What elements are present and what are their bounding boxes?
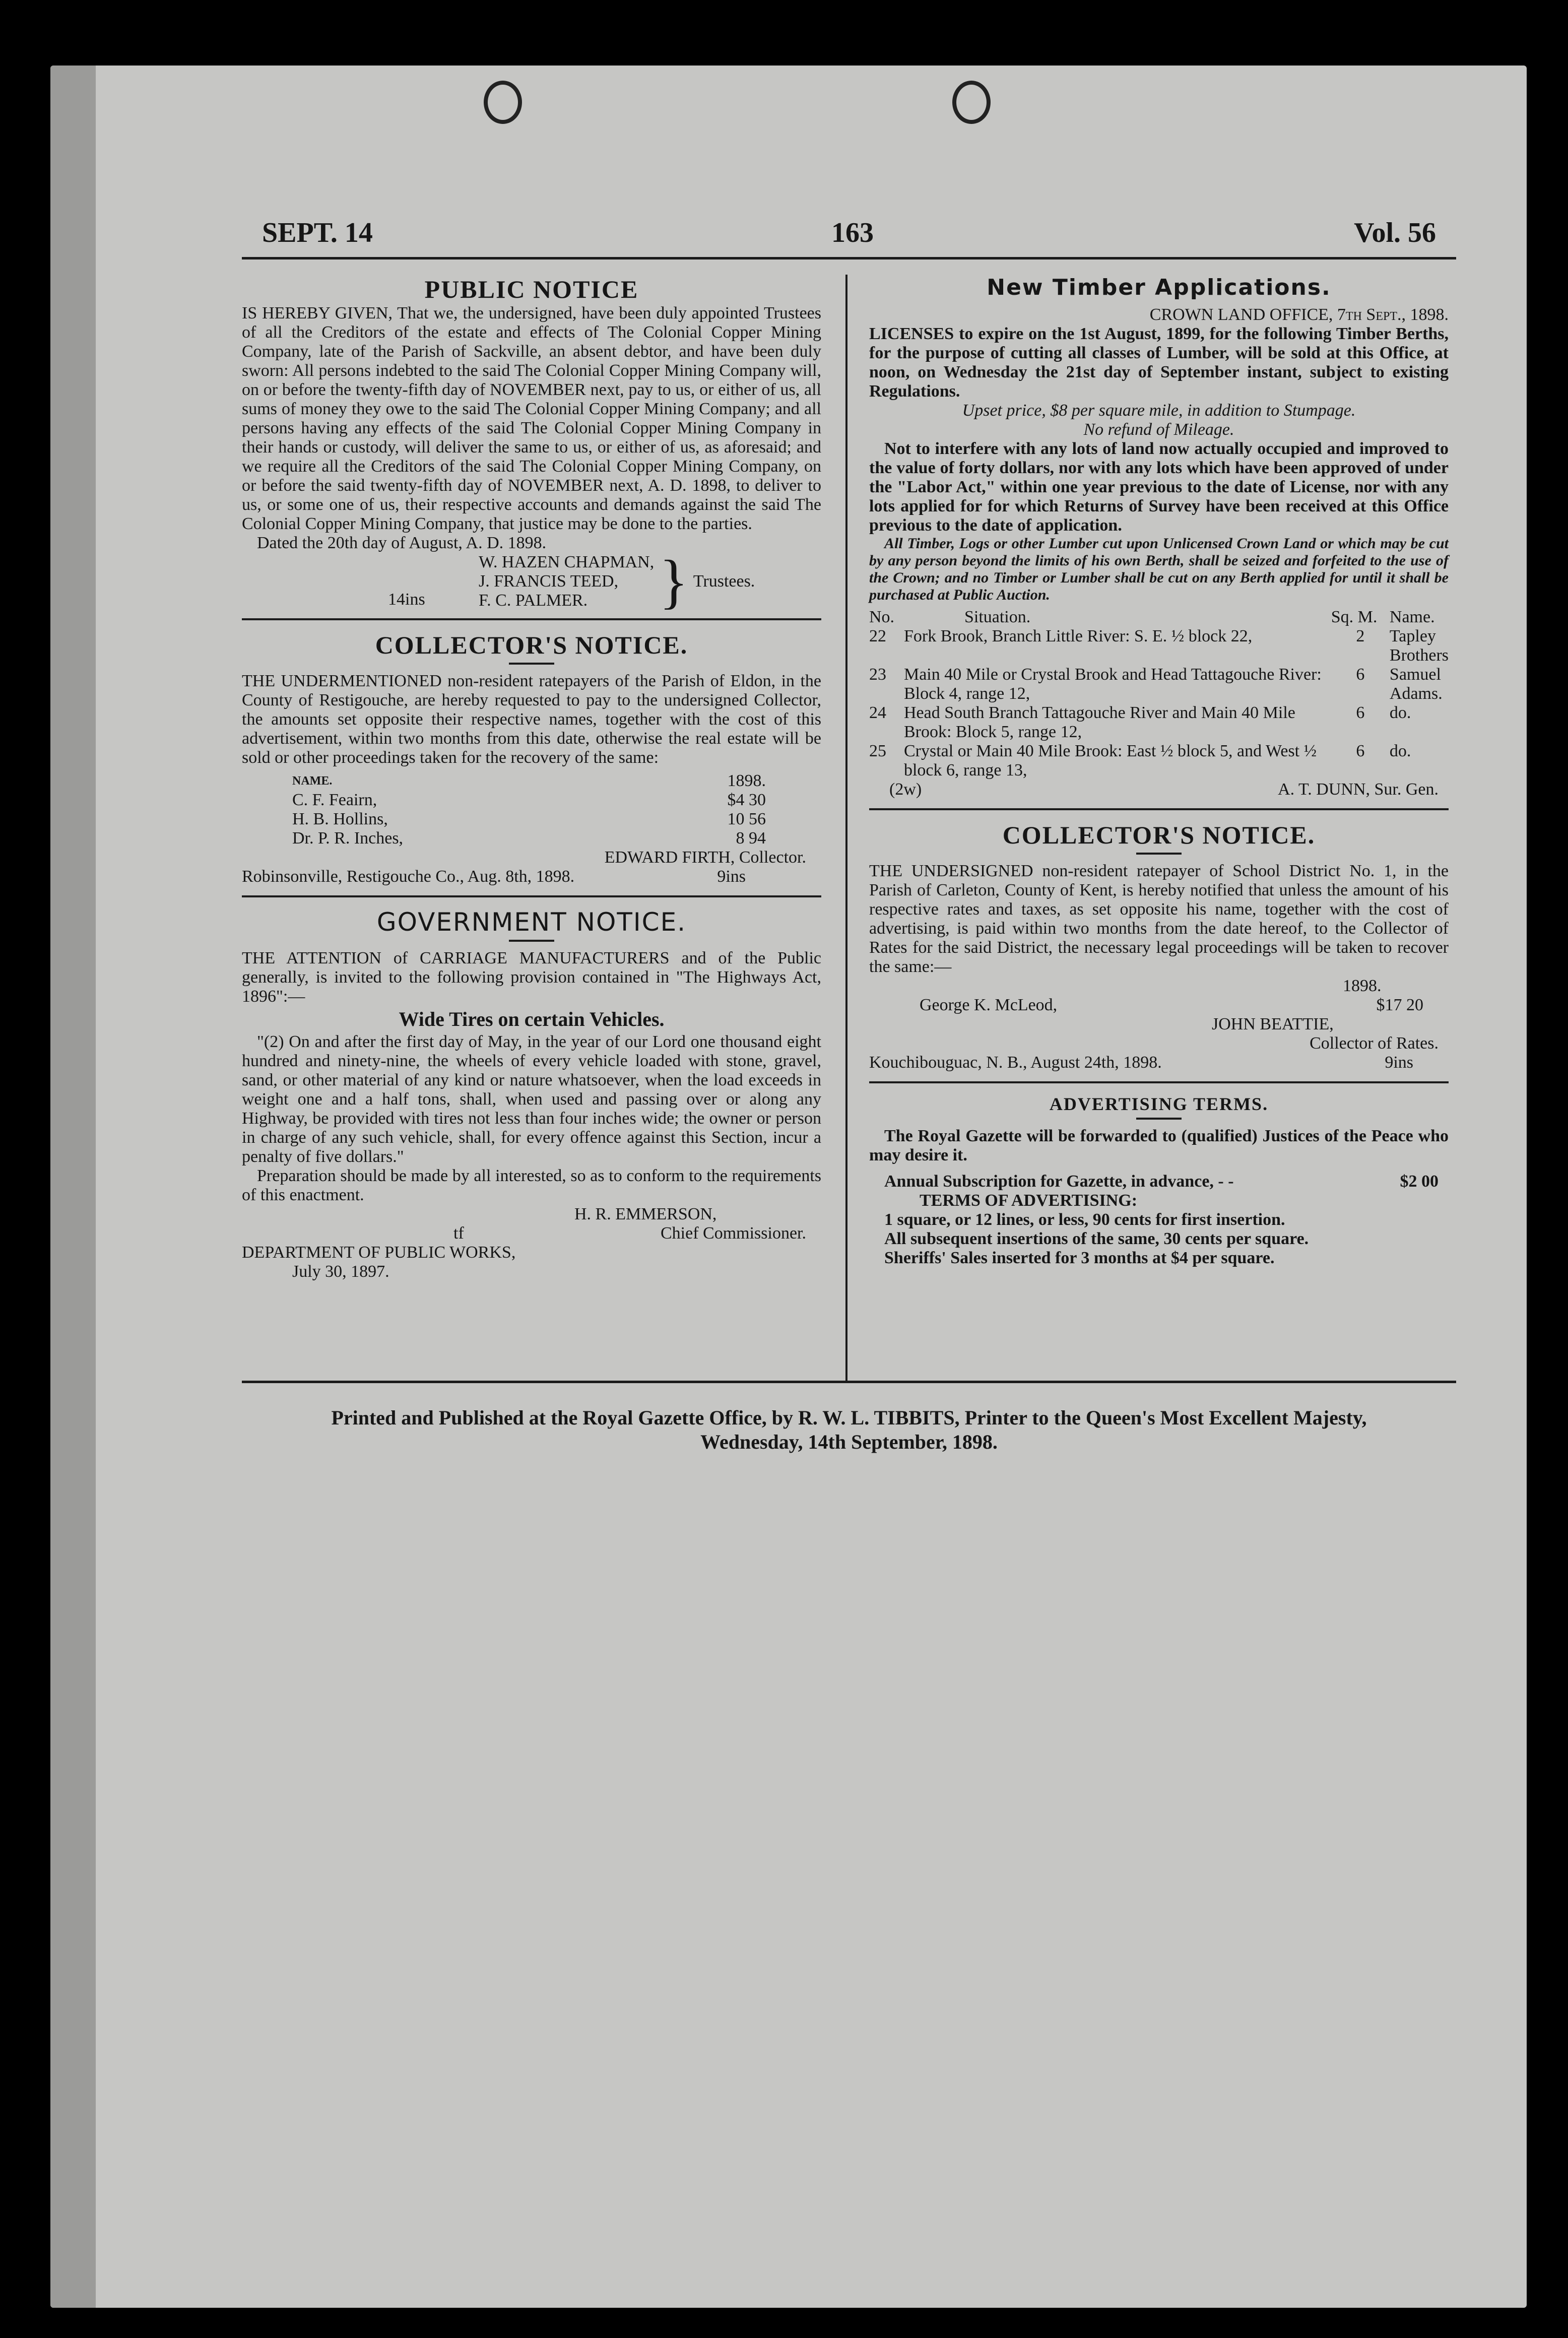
table-row (869, 627, 1449, 665)
berth-no: 22 (869, 627, 886, 645)
bottom-rule (242, 1381, 1456, 1383)
ratepayer-amount: 10 56 (727, 810, 766, 828)
trustee-name: W. HAZEN CHAPMAN, (479, 553, 655, 571)
header-rule (242, 257, 1456, 259)
section-rule (242, 895, 821, 897)
table-header-row (869, 608, 1449, 627)
subscription-row (884, 1172, 1439, 1191)
timber-body: LICENSES to expire on the 1st August, 1899, for the following Timber Berths, for the purpose of cutting all classes of Lumber, will be sold at this Office, at noon, on Wednesday the 21st day of September instant, subject to existing Regulations. (869, 324, 1449, 401)
header-page-number: 163 (831, 217, 874, 248)
binding-hole-right (952, 81, 991, 124)
table-row (292, 829, 766, 848)
berth-name: do. (1389, 742, 1411, 760)
terms-line: All subsequent insertions of the same, 30 cents per square. (884, 1229, 1309, 1248)
short-rule (1136, 1118, 1182, 1120)
commissioner-name: H. R. EMMERSON, (574, 1205, 717, 1223)
page-spine (50, 66, 96, 2308)
government-notice-title: GOVERNMENT NOTICE. (376, 907, 687, 937)
berth-no: 24 (869, 703, 886, 722)
collectors-notice-body: THE UNDERMENTIONED non-resident ratepayers of the Parish of Eldon, in the County of Restigouche, are hereby requested to pay to the undersigned Collector, the amounts set opposite their respective names, together with the cost of this advertisement, within two months from this date, otherwise the real estate will be sold or other proceedings taken for the recovery of the same: (242, 672, 821, 767)
collectors-notice-title-right: COLLECTOR'S NOTICE. (1002, 821, 1316, 849)
imprint-date: Wednesday, 14th September, 1898. (700, 1431, 998, 1453)
section-rule (869, 1081, 1449, 1083)
government-notice-intro: THE ATTENTION of CARRIAGE MANUFACTURERS and of the Public generally, is invited to the following provision contained in "The Highways Act, 1896":— (242, 949, 821, 1006)
gazette-page (50, 66, 1527, 2308)
berth-sqm: 6 (1356, 665, 1365, 684)
advertising-title: ADVERTISING TERMS. (1049, 1094, 1269, 1114)
ratepayer-name: C. F. Feairn, (292, 791, 377, 809)
berth-situation: Head South Branch Tattagouche River and Main 40 Mile Brook: Block 5, range 12, (903, 703, 1295, 741)
header-name: Name. (1389, 608, 1435, 626)
subscription-label: Annual Subscription for Gazette, in advance, - - (884, 1172, 1234, 1191)
berth-sqm: 6 (1356, 703, 1365, 722)
collector-title-right: Collector of Rates. (1310, 1034, 1439, 1053)
imprint-footer (242, 1406, 1456, 1454)
public-notice-title: PUBLIC NOTICE (424, 275, 639, 303)
no-refund: No refund of Mileage. (1083, 420, 1234, 439)
short-rule (509, 663, 554, 665)
collector-signature: EDWARD FIRTH, Collector. (604, 848, 806, 867)
binding-hole-left (484, 81, 522, 124)
berth-sqm: 6 (1356, 742, 1365, 760)
terms-label: TERMS OF ADVERTISING: (920, 1191, 1138, 1210)
table-row (869, 665, 1449, 703)
department-name: DEPARTMENT OF PUBLIC WORKS, (242, 1243, 516, 1262)
till-forbid-mark: tf (453, 1224, 464, 1243)
surveyor-signature: A. T. DUNN, Sur. Gen. (1278, 780, 1439, 799)
right-column (869, 275, 1449, 1268)
berth-name: Samuel Adams. (1389, 665, 1443, 703)
table-row (869, 703, 1449, 742)
terms-line: Sheriffs' Sales inserted for 3 months at $4 per square. (884, 1249, 1275, 1267)
advertising-body: The Royal Gazette will be forwarded to (qualified) Justices of the Peace who may desire it. (869, 1127, 1449, 1164)
preparation-note: Preparation should be made by all interested, so as to conform to the requirements of this enactment. (242, 1166, 821, 1204)
header-situation: Situation. (964, 608, 1031, 626)
short-rule (509, 940, 554, 942)
header-date: SEPT. 14 (262, 217, 373, 248)
brace-glyph: } (659, 548, 688, 615)
imprint-line: Printed and Published at the Royal Gazette Office, by R. W. L. TIBBITS, Printer to the Queen's Most Excellent Majesty, (331, 1406, 1367, 1429)
table-header (292, 771, 766, 791)
collectors-notice-title: COLLECTOR'S NOTICE. (375, 631, 688, 659)
header-no: No. (869, 608, 895, 626)
column-divider (845, 275, 847, 1381)
wide-tires-subtitle: Wide Tires on certain Vehicles. (399, 1008, 665, 1030)
public-notice-dated: Dated the 20th day of August, A. D. 1898. (257, 534, 547, 552)
berth-situation: Main 40 Mile or Crystal Brook and Head Tattagouche River: Block 4, range 12, (903, 665, 1322, 703)
ratepayer-amount: 8 94 (736, 829, 766, 848)
collector-place-row (242, 867, 746, 886)
timber-berths-table (869, 608, 1449, 780)
table-row (869, 742, 1449, 780)
berth-sqm: 2 (1356, 627, 1365, 645)
interfere-notice: Not to interfere with any lots of land now actually occupied and improved to the value of forty dollars, nor with any lots which have been approved of under the "Labor Act," within one year previous to the date of License, nor with any lots applied for for which Returns of Survey have been received at this Office previous to the date of application. (869, 439, 1449, 535)
timber-title: New Timber Applications. (987, 275, 1331, 300)
insertion-count: 9ins (717, 867, 746, 886)
insertion-count: 14ins (388, 590, 425, 609)
subscription-price: $2 00 (1400, 1172, 1439, 1191)
commissioner-title: Chief Commissioner. (661, 1224, 806, 1243)
year-header-right: 1898. (1343, 977, 1382, 995)
insertion-count: (2w) (889, 780, 922, 799)
department-date: July 30, 1897. (292, 1262, 389, 1281)
highways-act-quote: "(2) On and after the first day of May, in the year of our Lord one thousand eight hundred and ninety-nine, the wheels of every vehicle loaded with stone, gravel, sand, or other material of any kind or nature whatsoever, when the load exceeds in weight one and a half tons, shall, when used and passing over or along any Highway, be provided with tires not less than four inches wide; the owner or person in charge of any such vehicle, shall, for every offence against this Section, incur a penalty of five dollars." (242, 1032, 821, 1166)
terms-line: 1 square, or 12 lines, or less, 90 cents for first insertion. (884, 1210, 1285, 1229)
ratepayer-name: Dr. P. R. Inches, (292, 829, 404, 848)
ratepayer-name: H. B. Hollins, (292, 810, 388, 828)
public-notice-body: IS HEREBY GIVEN, That we, the undersigned, have been duly appointed Trustees of all the Creditors of the estate and effects of The Colonial Copper Mining Company, late of the Parish of Sackville, an absent debtor, and have been duly sworn: All persons indebted to the said The Colonial Copper Mining Company will, on or before the twenty-fifth day of NOVEMBER next, pay to us, or either of us, all sums of money they owe to the said The Colonial Copper Mining Company; and all persons having any effects of the said The Colonial Copper Mining Company in their hands or custody, will deliver the same to us, or either of us, as aforesaid; and we require all the Creditors of the said The Colonial Copper Mining Company, on or before the said twenty-fifth day of NOVEMBER next, A. D. 1898, to deliver to us, or some one of us, their respective accounts and demands against the said The Colonial Copper Mining Company, that justice may be done to the parties. (242, 304, 821, 533)
commissioner-row (453, 1224, 806, 1243)
header-volume: Vol. 56 (1354, 217, 1436, 248)
crown-land-office-line: CROWN LAND OFFICE, 7th Sept., 1898. (1149, 305, 1449, 324)
collector-name-right: JOHN BEATTIE, (1212, 1015, 1334, 1033)
header-sqm: Sq. M. (1331, 608, 1378, 626)
page-content (242, 217, 1456, 1456)
trustees-label: Trustees. (693, 572, 755, 591)
table-row (920, 996, 1423, 1015)
collector-place: Robinsonville, Restigouche Co., Aug. 8th, 1898. (242, 867, 575, 886)
trustee-name: F. C. PALMER. (479, 591, 588, 610)
table-row (292, 810, 766, 829)
berth-name: Tapley Brothers (1389, 627, 1449, 665)
table-row (292, 791, 766, 810)
ratepayer-amount: $17 20 (1376, 996, 1423, 1014)
collector-place-right: Kouchibouguac, N. B., August 24th, 1898. (869, 1053, 1162, 1072)
ratepayer-table (292, 771, 766, 848)
berth-name: do. (1389, 703, 1411, 722)
left-column (242, 275, 821, 1281)
upset-price: Upset price, $8 per square mile, in addition to Stumpage. (962, 401, 1356, 420)
collector-place-row (869, 1053, 1413, 1072)
section-rule (869, 808, 1449, 810)
trustee-name: J. FRANCIS TEED, (479, 572, 619, 591)
berth-situation: Fork Brook, Branch Little River: S. E. ½ block 22, (903, 627, 1253, 645)
name-column-header: NAME. (292, 774, 333, 788)
timber-signature-row (869, 780, 1449, 799)
berth-no: 23 (869, 665, 886, 684)
ratepayer-name: George K. McLeod, (920, 996, 1058, 1014)
timber-warning: All Timber, Logs or other Lumber cut upon Unlicensed Crown Land or which may be cut by any person beyond the limits of his own Berth, shall be seized and forfeited to the use of the Crown; and no Timber or Lumber shall be cut on any Berth applied for until it shall be purchased at Public Auction. (869, 535, 1449, 603)
insertion-count: 9ins (1385, 1053, 1413, 1072)
berth-situation: Crystal or Main 40 Mile Brook: East ½ block 5, and West ½ block 6, range 13, (903, 742, 1317, 780)
year-column-header: 1898. (727, 771, 766, 790)
ratepayer-amount: $4 30 (727, 791, 766, 809)
berth-no: 25 (869, 742, 886, 760)
section-rule (242, 618, 821, 620)
collectors-notice-body-right: THE UNDERSIGNED non-resident ratepayer of School District No. 1, in the Parish of Carleton, County of Kent, is hereby notified that unless the amount of his respective rates and taxes, as set opposite his name, together with the cost of advertising, is paid within two months from the date hereof, to the Collector of Rates for the said District, the necessary legal proceedings will be taken to recover the same:— (869, 862, 1449, 976)
short-rule (1136, 853, 1182, 855)
